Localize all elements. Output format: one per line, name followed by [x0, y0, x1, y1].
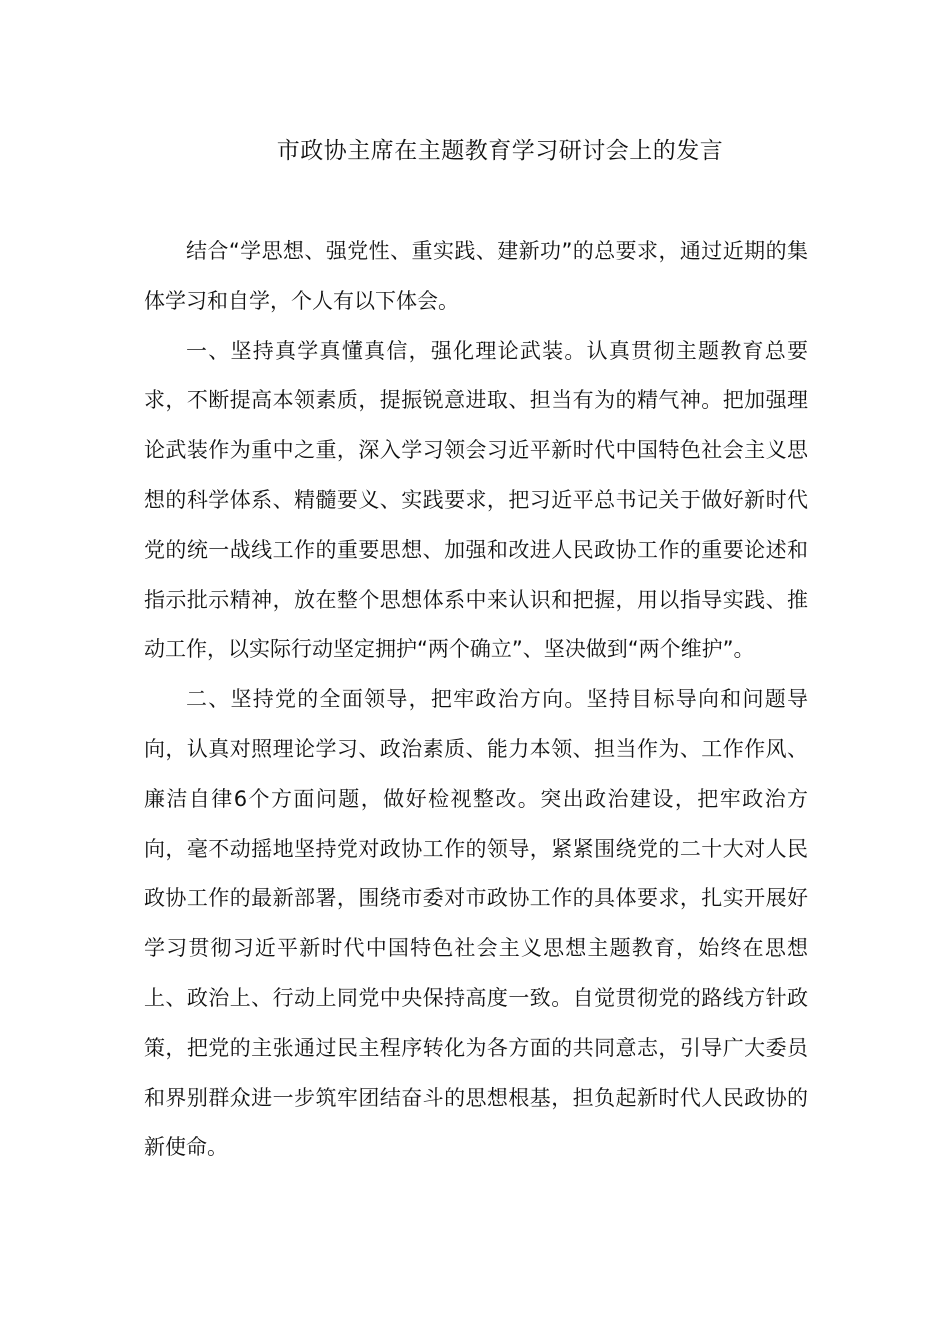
paragraph-section-1: 一、坚持真学真懂真信，强化理论武装。认真贯彻主题教育总要求，不断提高本领素质，提振锐意进取、担当有为的精气神。把加强理论武装作为重中之重，深入学习领会习近平新时代中国特色社会主义思想的科学体系、精髓要义、实践要求，把习近平总书记关于做好新时代党的统一战线工作的重要思想、加强和改进人民政协工作的重要论述和指示批示精神，放在整个思想体系中来认识和把握，用以指导实践、推动工作，以实际行动坚定拥护“两个确立”、坚决做到“两个维护”。: [144, 338, 808, 662]
document-body: [144, 227, 808, 1173]
paragraph-intro: 结合“学思想、强党性、重实践、建新功”的总要求，通过近期的集体学习和自学，个人有以下体会。: [144, 239, 808, 313]
paragraph-section-2: 二、坚持党的全面领导，把牢政治方向。坚持目标导向和问题导向，认真对照理论学习、政治素质、能力本领、担当作为、工作作风、廉洁自律6个方面问题，做好检视整改。突出政治建设，把牢政治方向，毫不动摇地坚持党对政协工作的领导，紧紧围绕党的二十大对人民政协工作的最新部署，围绕市委对市政协工作的具体要求，扎实开展好学习贯彻习近平新时代中国特色社会主义思想主题教育，始终在思想上、政治上、行动上同党中央保持高度一致。自觉贯彻党的路线方针政策，把党的主张通过民主程序转化为各方面的共同意志，引导广大委员和界别群众进一步筑牢团结奋斗的思想根基，担负起新时代人民政协的新使命。: [144, 687, 808, 1160]
document-title: 市政协主席在主题教育学习研讨会上的发言: [276, 138, 724, 164]
